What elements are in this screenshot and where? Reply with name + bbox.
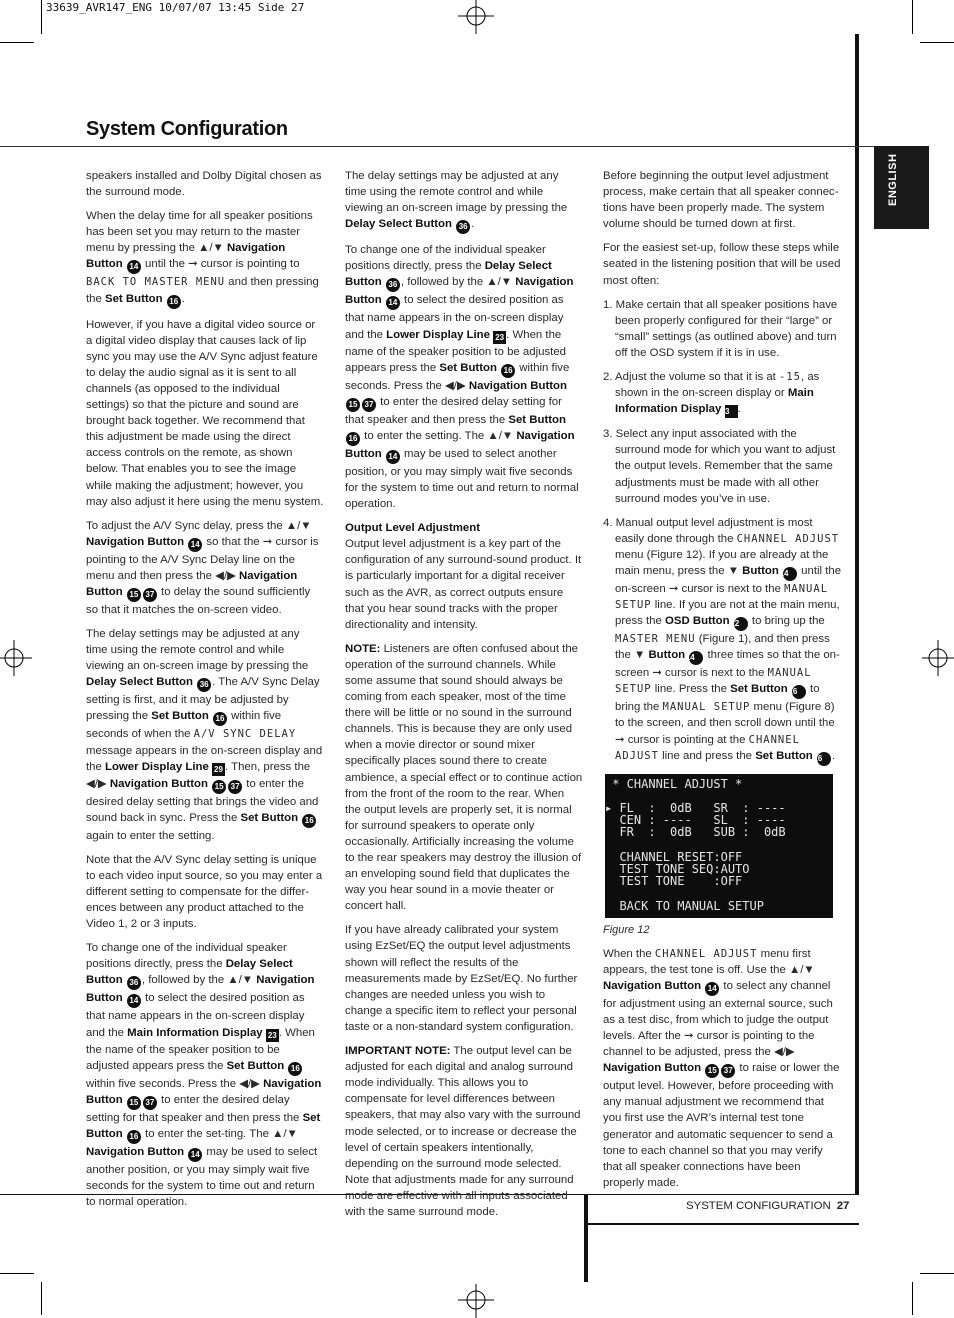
paragraph: Output level adjustment is a key part of the configuration of any surround-sound product. It is particularly important for a digital receiver such as the AVR, as correct outputs ensure that you hear sound tracks with the proper directionality and intensity. [345,538,582,631]
crop-mark [920,1273,954,1274]
control-name: Navigation Button [109,777,208,790]
control-name: Navigation Button [603,1062,702,1075]
control-number-icon: 23 [266,1029,279,1042]
control-number-icon: 37 [143,588,157,602]
control-name: Button [648,649,686,662]
page-title: System Configuration [86,118,288,140]
osd-text: CHANNEL ADJUST [615,733,800,762]
paragraph: However, if you have a digital video source or a digital video display that causes lack of lip sync you may use the A/V Sync adjust feature to delay the audio signal as it is sent to all channels (as opposed to the individual settings) so that the picture and sound are brought back together. We recommend that this adjustment be made using the direct access controls on the remote, as shown below. That enables you to see the image while making the adjustment; however, you may also adjust it here using the menu system. [86,318,324,508]
paragraph: speakers installed and Dolby Digital chosen as the surround mode. [86,170,322,199]
control-name: Navigation Button [345,429,575,460]
footer-section: SYSTEM CONFIGURATION [686,1200,831,1212]
control-name: Navigation Button [468,379,567,392]
osd-text: CHANNEL ADJUST [736,532,840,545]
paragraph: 1. Make certain that all speaker positions have been properly configured for their “large” or “small” settings (as outlined above) and turn off the OSD system if it is in use. [603,298,838,359]
paragraph: 2. Adjust the volume so that it is at -15, as shown in the on-screen display or Main Information Display 23 . [603,371,820,417]
control-name: Set Button [226,1059,285,1072]
registration-mark-icon [458,1282,494,1318]
control-name: Set Button [105,292,163,305]
page-footer [686,1200,849,1212]
column-3-text-top [603,168,843,766]
crop-mark [920,42,954,43]
control-name: Navigation Button [86,1077,322,1106]
language-tab [874,146,929,229]
print-header: 33639_AVR147_ENG 10/07/07 13:45 Side 27 [46,1,305,14]
osd-text: MANUAL SETUP [662,701,751,714]
paragraph: When the CHANNEL ADJUST menu first appears, the test tone is off. Use the ▲/▼ Navigation Button 14 to select any channel for adjustment using an external source, such as a test disc, from which to judge the output levels. After the ➞ cursor is pointing to the channel to be adjusted, press the ◀/▶ Navigation Button 15 37 to raise or lower the output level. However, before proceeding with any manual adjustment we recommend that you first use the AVR’s internal test tone generator and automatic sequencer to send a tone to each channel so that you may verify that all speaker connections have been properly made. [603,947,840,1189]
control-number-icon: 14 [127,260,141,274]
control-name: Navigation Button [603,979,702,992]
control-name: Set Button [439,361,497,374]
control-number-icon: 14 [127,994,141,1008]
control-name: Navigation Button [345,276,574,307]
control-name: Set Button [730,683,788,696]
osd-text: MASTER MENU [615,633,696,646]
paragraph: 3. Select any input associated with the surround mode for which you want to adjust the output levels. Remember that the same adjustments must be made with all other surround modes you’ve in use. [603,428,836,505]
control-number-icon: 16 [346,432,360,446]
control-number-icon: 16 [167,295,181,309]
control-number-icon: 15 [127,588,141,602]
osd-text: BACK TO MASTER MENU [86,276,226,289]
control-name: Navigation Button [86,569,298,598]
control-name: Main Information Display [127,1026,263,1039]
control-name: NOTE: [345,642,381,655]
channel-adjust-screenshot: * CHANNEL ADJUST * ▸ FL : 0dB SR : ---- CEN : ---- SL : ---- FR : 0dB SUB : 0dB CHANNEL RESET:OFF TEST TONE SEQ:AUTO TEST TONE :OFF BACK TO MANUAL SETUP [605,774,833,918]
osd-text: A/V SYNC DELAY [193,728,297,741]
control-name: Set Button [508,413,566,426]
page-edge-bar [855,34,859,1194]
control-number-icon: 14 [705,982,719,996]
footer-rule-inner [588,1223,859,1225]
paragraph: 4. Manual output level adjustment is most easily done through the CHANNEL ADJUST menu (Figure 12). If you are already at the main menu, press the ▼ Button 14 until the on-screen ➞ cursor is next to the MANUAL SETUP line. If you are not at the main menu, press the OSD Button 22 to bring up the MASTER MENU (Figure 1), and then press the ▼ Button 14 three times so that the on-screen ➞ cursor is next to the MANUAL SETUP line. Press the Set Button 16 to bring the MANUAL SETUP menu (Figure 8) to the screen, and then scroll down until the ➞ cursor is pointing at the CHANNEL ADJUST line and press the Set Button 16 . [603,515,843,766]
control-number-icon: 29 [212,763,225,776]
paragraph: If you have already calibrated your system using EzSet/EQ the output level adjustments shown will reflect the results of the measurements made by EzSet/EQ. No further changes are needed unless you wish to change a specific item to reflect your personal taste or a non-standard system configuration. [345,924,578,1033]
figure-caption: Figure 12 [603,923,650,936]
text-column-1 [86,168,324,1218]
control-number-icon: 37 [228,780,242,794]
control-name: Set Button [86,1111,321,1140]
control-number-icon: 16 [792,685,806,699]
text-column-2 [345,168,583,1228]
crop-mark [41,0,42,34]
control-name: Lower Display Line [105,760,209,773]
control-number-icon: 36 [197,678,211,692]
control-number-icon: 16 [501,364,515,378]
control-name: Button [742,564,779,577]
control-number-icon: 23 [493,331,506,344]
registration-mark-icon [0,640,34,676]
control-number-icon: 37 [143,1096,157,1110]
paragraph: To change one of the individual speaker positions directly, press the Delay Select Button 36 , followed by the ▲/▼ Navigation Button 14 to select the desired position as that name appears in the on-screen display and the Lower Display Line 23 . When the name of the speaker position to be adjusted appears press the Set Button 16 within five seconds. Press the ◀/▶ Navigation Button 15 37 to enter the desired delay setting for that speaker and then press the Set Button 16 to enter the setting. The ▲/▼ Navigation Button 14 may be used to select another position, or you may simply wait five seconds for the system to time out and return to normal operation. [345,244,579,511]
paragraph: Before beginning the output level adjustment process, make certain that all speaker connec-tions have been properly made. The system volume should be turned down at first. [603,170,839,231]
control-name: Navigation Button [86,242,286,271]
control-number-icon: 14 [386,450,400,464]
column-3-text-bottom [603,946,843,1191]
control-number-icon: 16 [302,814,316,828]
control-name: OSD Button [665,615,730,628]
control-name: Navigation Button [86,974,315,1005]
control-name: Navigation Button [86,535,185,548]
control-number-icon: 36 [386,278,400,292]
control-name: Delay Select Button [86,958,293,987]
control-number-icon: 16 [213,712,227,726]
page-edge-bar [584,1194,588,1282]
control-name: Set Button [240,811,299,824]
control-name: IMPORTANT NOTE: [345,1045,451,1058]
paragraph: The delay settings may be adjusted at any time using the remote control and while viewing an on-screen image by pressing the Delay Select Button 36 . [345,168,583,234]
control-number-icon: 14 [783,567,797,581]
osd-text: MANUAL SETUP [615,667,812,696]
paragraph: Output Level Adjustment [345,522,481,535]
control-number-icon: 16 [817,752,831,766]
control-name: Main Information Display [615,387,814,416]
control-name: Delay Select Button [345,260,552,289]
control-name: Lower Display Line [386,328,490,341]
control-number-icon: 22 [734,617,748,631]
paragraph: Note that the A/V Sync delay setting is unique to each video input source, so you may enter a different setting to compensate for the differ-ences between any product attached to the Video 1, 2 or 3 inputs. [86,853,323,931]
control-number-icon: 15 [705,1064,719,1078]
text-column-3 [603,168,843,1199]
page-number: 27 [836,1200,850,1212]
control-name: Set Button [151,710,209,723]
paragraph: When the delay time for all speaker positions has been set you may return to the master menu by pressing the ▲/▼ Navigation Button 14 until the ➞ cursor is pointing to BACK TO MASTER MENU and then pressing the Set Button 16 . [86,208,324,308]
crop-mark [0,42,34,43]
control-name: Navigation Button [86,1145,185,1158]
control-number-icon: 14 [188,1148,202,1162]
paragraph: NOTE: Listeners are often confused about the operation of the surround channels. While some assume that sound should always be coming from each speaker, most of the time there will be little or no sound in the surround channels. This is because they are only used when a movie director or sound mixer specifically places sound there to create ambience, a special effect or to continue action from the front of the room to the rear. When the output levels are properly set, it is normal for surround speakers to operate only occasionally. Artificially increasing the volume to the rear speakers may destroy the illusion of an enveloping sound field that duplicates the way you hear sound in a movie theater or concert hall. [345,642,583,913]
control-number-icon: 15 [346,398,360,412]
paragraph: The delay settings may be adjusted at any time using the remote control and while viewing an on-screen image by pressing the Delay Select Button 36 . The A/V Sync Delay setting is first, and it may be adjusted by pressing the Set Button 16 within five seconds of when the A/V SYNC DELAY message appears in the on-screen display and the Lower Display Line 29 . Then, press the ◀/▶ Navigation Button 15 37 to enter the desired delay setting that brings the video and sound back in sync. Press the Set Button 16 again to enter the setting. [86,628,323,842]
control-number-icon: 37 [362,398,376,412]
control-number-icon: 15 [127,1096,141,1110]
language-tab-label: ENGLISH [887,153,899,206]
title-rule [0,146,874,147]
control-number-icon: 14 [689,651,703,665]
control-number-icon: 36 [127,976,141,990]
crop-mark [41,1282,42,1315]
control-number-icon: 36 [456,220,470,234]
paragraph: IMPORTANT NOTE: The output level can be adjusted for each digital and analog surround mode individually. This allows you to compensate for level differences between speakers, that may also vary with the surround mode selected, or to increase or decrease the level of certain speakers intentionally, depending on the surround mode selected. Note that adjustments made for any surround mode are effective with all inputs associated with the same surround mode. [345,1045,581,1218]
osd-text: MANUAL SETUP [615,582,829,612]
crop-mark [912,1282,913,1315]
registration-mark-icon [458,0,494,36]
control-number-icon: 37 [721,1064,735,1078]
osd-text: CHANNEL ADJUST [654,947,758,960]
control-name: Delay Select Button [86,676,193,689]
control-number-icon: 14 [188,538,202,552]
osd-text: -15 [779,371,801,384]
control-number-icon: 15 [212,780,226,794]
paragraph: For the easiest set-up, follow these steps while seated in the listening position that will be used most often: [603,242,841,287]
control-number-icon: 23 [725,405,738,418]
paragraph: To adjust the A/V Sync delay, press the ▲/▼ Navigation Button 14 so that the ➞ cursor is pointing to the A/V Sync Delay line on the menu and then press the ◀/▶ Navigation Button 15 37 to delay the sound sufficiently so that it matches the on-screen video. [86,519,319,616]
control-name: Delay Select Button [345,218,452,231]
crop-mark [912,0,913,34]
paragraph: To change one of the individual speaker positions directly, press the Delay Select Button 36 , followed by the ▲/▼ Navigation Button 14 to select the desired position as that name appears in the on-screen display and the Main Information Display 23 . When the name of the speaker position to be adjusted appears press the Set Button 16 within five seconds. Press the ◀/▶ Navigation Button 15 37 to enter the desired delay setting for that speaker and then press the Set Button 16 to enter the set-ting. The ▲/▼ Navigation Button 14 may be used to select another position, or you may simply wait five seconds for the system to time out and return to normal operation. [86,942,322,1209]
crop-mark [0,1273,34,1274]
control-name: Set Button [755,749,813,762]
registration-mark-icon [920,640,954,676]
control-number-icon: 16 [288,1062,302,1076]
control-number-icon: 16 [127,1130,141,1144]
control-number-icon: 14 [386,296,400,310]
